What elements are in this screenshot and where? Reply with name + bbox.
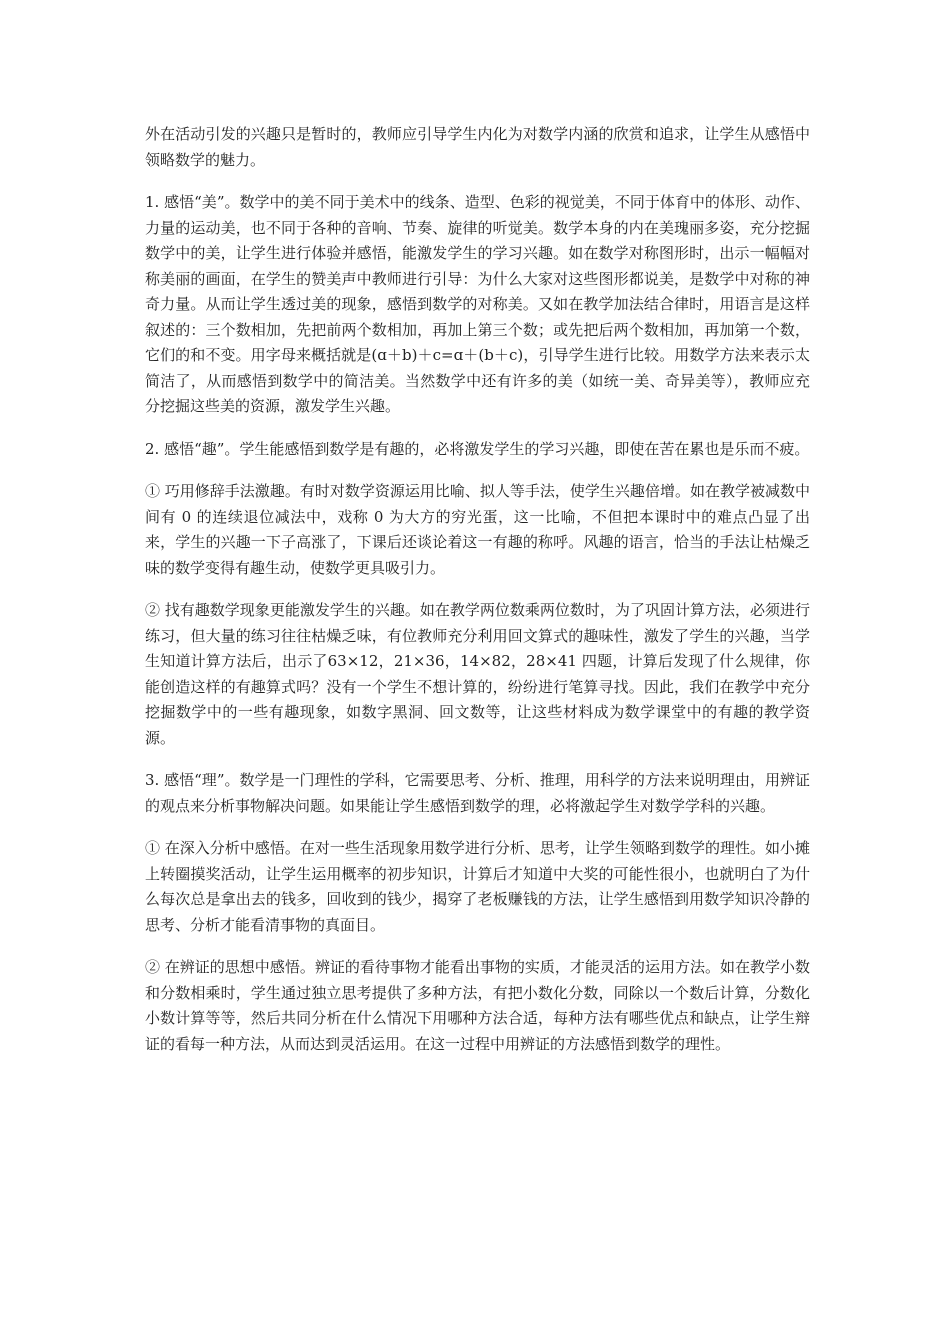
document-body [145, 122, 810, 1074]
paragraph-interest: 2. 感悟“趣”。学生能感悟到数学是有趣的，必将激发学生的学习兴趣，即使在苦在累也是乐而不疲。 [145, 439, 810, 458]
paragraph-interest-rhetoric: ① 巧用修辞手法激趣。有时对数学资源运用比喻、拟人等手法，使学生兴趣倍增。如在教学被减数中间有 0 的连续退位减法中，戏称 0 为大方的穷光蛋，这一比喻，不但把本课时中的难点凸显了出来，学生的兴趣一下子高涨了，下课后还谈论着这一有趣的称呼。风趣的语言，恰当的手法让枯燥乏味的数学变得有趣生动，使数学更具吸引力。 [145, 482, 810, 577]
paragraph-beauty: 1. 感悟“美”。数学中的美不同于美术中的线条、造型、色彩的视觉美，不同于体育中的体形、动作、力量的运动美，也不同于各种的音响、节奏、旋律的听觉美。数学本身的内在美瑰丽多姿，充分挖掘数学中的美，让学生进行体验并感悟，能激发学生的学习兴趣。如在数学对称图形时，出示一幅幅对称美丽的画面，在学生的赞美声中教师进行引导：为什么大家对这些图形都说美，是数学中对称的神奇力量。从而让学生透过美的现象，感悟到数学的对称美。又如在教学加法结合律时，用语言是这样叙述的：三个数相加，先把前两个数相加，再加上第三个数；或先把后两个数相加，再加第一个数，它们的和不变。用字母来概括就是(ɑ＋b)＋c=ɑ＋(b＋c)，引导学生进行比较。用数学方法来表示太简洁了，从而感悟到数学中的简洁美。当然数学中还有许多的美（如统一美、奇异美等），教师应充分挖掘这些美的资源，激发学生兴趣。 [145, 193, 810, 415]
paragraph-intro: 外在活动引发的兴趣只是暂时的，教师应引导学生内化为对数学内涵的欣赏和追求，让学生从感悟中领略数学的魅力。 [145, 125, 810, 169]
paragraph-interest-phenomena: ② 找有趣数学现象更能激发学生的兴趣。如在教学两位数乘两位数时，为了巩固计算方法，必须进行练习，但大量的练习往往枯燥乏味，有位教师充分利用回文算式的趣味性，激发了学生的兴趣，当学生知道计算方法后，出示了63×12，21×36，14×82，28×41 四题，计算后发现了什么规律，你能创造这样的有趣算式吗？没有一个学生不想计算的，纷纷进行笔算寻找。因此，我们在教学中充分挖掘数学中的一些有趣现象，如数字黑洞、回文数等，让这些材料成为数学课堂中的有趣的教学资源。 [145, 601, 810, 747]
paragraph-reason-dialectic: ② 在辨证的思想中感悟。辨证的看待事物才能看出事物的实质，才能灵活的运用方法。如在教学小数和分数相乘时，学生通过独立思考提供了多种方法，有把小数化分数，同除以一个数后计算，分数化小数计算等等，然后共同分析在什么情况下用哪种方法合适，每种方法有哪些优点和缺点，让学生辩证的看每一种方法，从而达到灵活运用。在这一过程中用辨证的方法感悟到数学的理性。 [145, 958, 810, 1053]
paragraph-reason-analysis: ① 在深入分析中感悟。在对一些生活现象用数学进行分析、思考，让学生领略到数学的理性。如小摊上转圈摸奖活动，让学生运用概率的初步知识，计算后才知道中大奖的可能性很小，也就明白了为什么每次总是拿出去的钱多，回收到的钱少，揭穿了老板赚钱的方法，让学生感悟到用数学知识冷静的思考、分析才能看清事物的真面目。 [145, 839, 810, 934]
paragraph-reason: 3. 感悟“理”。数学是一门理性的学科，它需要思考、分析、推理，用科学的方法来说明理由，用辨证的观点来分析事物解决问题。如果能让学生感悟到数学的理，必将激起学生对数学学科的兴趣。 [145, 771, 810, 815]
